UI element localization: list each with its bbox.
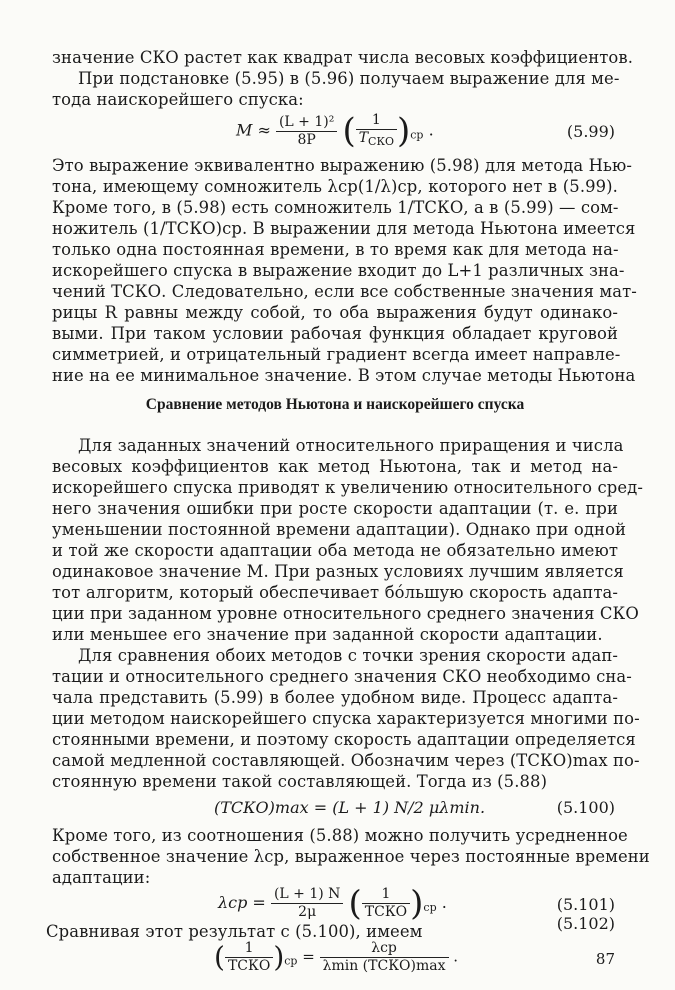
text-line: Для сравнения обоих методов с точки зрения скорости адап-	[78, 646, 618, 665]
text-line: или меньшее его значение при заданной скорости адаптации.	[52, 625, 603, 644]
equation-5-100: (TСКО)max = (L + 1) N/2 μλmin.	[214, 798, 486, 817]
text-line: ножитель (1/TСКО)ср. В выражении для метода Ньютона имеется	[52, 219, 636, 238]
text-line: ции при заданном уровне относительного среднего значения СКО	[52, 604, 639, 623]
equation-5-102	[214, 940, 458, 975]
page-number: 87	[595, 950, 615, 968]
text-line: стоянными времени, и поэтому скорость адаптации определяется	[52, 730, 636, 749]
text-line: чала представить (5.99) в более удобном виде. Процесс адапта-	[52, 688, 618, 707]
eq-inner-denominator: TСКО	[364, 904, 408, 920]
eq-denominator: λmin (TСКО)max	[322, 958, 446, 974]
eq-equals: =	[302, 947, 315, 966]
text-line: рицы R равны между собой, то оба выражения будут одинако-	[52, 303, 618, 322]
eq-inner-fraction	[362, 886, 410, 921]
equation-5-101	[218, 883, 447, 924]
text-line: симметрией, и отрицательный градиент всегда имеет направле-	[52, 345, 621, 364]
eq-lhs: M ≈	[236, 120, 271, 140]
equation-number: (5.101)	[556, 895, 615, 914]
text-line: и той же скорости адаптации оба метода не обязательно имеют	[52, 541, 618, 560]
eq-paren-close: )	[397, 111, 411, 151]
eq-fraction	[320, 940, 449, 975]
equation-number: (5.102)	[556, 914, 615, 933]
equation-number: (5.99)	[566, 122, 615, 141]
eq-fraction	[271, 886, 343, 921]
text-line: тода наискорейшего спуска:	[52, 90, 304, 109]
text-line: Кроме того, в (5.98) есть сомножитель 1/TСКО, а в (5.99) — сом-	[52, 198, 619, 217]
text-line: искорейшего спуска в выражение входит до L+1 различных зна-	[52, 261, 625, 280]
eq-numerator: (L + 1) N	[271, 886, 343, 904]
text-line: Для заданных значений относительного приращения и числа	[78, 436, 624, 455]
text-line: Это выражение эквивалентно выражению (5.98) для метода Нью-	[52, 156, 633, 175]
text-line: тот алгоритм, который обеспечивает бóльшую скорость адапта-	[52, 583, 618, 602]
text-line: чений TСКО. Следовательно, если все собственные значения мат-	[52, 282, 637, 301]
text-line: собственное значение λср, выраженное через постоянные времени	[52, 847, 650, 866]
eq-paren-open: (	[348, 883, 362, 924]
eq-denominator: 2μ	[298, 904, 317, 920]
equation-5-99	[236, 112, 434, 150]
text-line: значение СКО растет как квадрат числа весовых коэффициентов.	[52, 48, 634, 67]
eq-numerator: λср	[320, 940, 449, 958]
text-line: только одна постоянная времени, в то время как для метода на-	[52, 240, 619, 259]
text-line: адаптации:	[52, 868, 151, 887]
eq-paren-close: )	[273, 940, 285, 974]
eq-period: .	[428, 120, 434, 140]
eq-period: .	[441, 893, 447, 912]
section-heading: Сравнение методов Ньютона и наискорейшего спуска	[145, 396, 525, 413]
eq-fraction	[276, 114, 337, 149]
eq-numerator: (L + 1)²	[276, 114, 337, 132]
eq-subscript: ср	[284, 954, 298, 968]
text-line: ции методом наискорейшего спуска характеризуется многими по-	[52, 709, 640, 728]
eq-inner-numerator: 1	[356, 112, 397, 130]
eq-inner-fraction	[225, 940, 273, 975]
text-line: искорейшего спуска приводят к увеличению относительного сред-	[52, 478, 643, 497]
text-line: выми. При таком условии рабочая функция обладает круговой	[52, 324, 618, 343]
text-line: стоянную времени такой составляющей. Тогда из (5.88)	[52, 772, 548, 791]
eq-inner-denominator: $T_{СКО}$	[358, 130, 394, 148]
text-line: Сравнивая этот результат с (5.100), имеем	[46, 922, 423, 941]
text-line: уменьшении постоянной времени адаптации). Однако при одной	[52, 520, 627, 539]
eq-inner-denominator: TСКО	[227, 958, 271, 974]
eq-paren-close: )	[410, 883, 424, 924]
eq-lhs: λср =	[218, 893, 266, 912]
eq-denominator: 8P	[297, 131, 316, 148]
text-line: тона, имеющему сомножитель λср(1/λ)ср, которого нет в (5.99).	[52, 177, 618, 196]
eq-paren-open: (	[214, 940, 225, 974]
eq-inner-numerator: 1	[362, 886, 410, 904]
text-line: Кроме того, из соотношения (5.88) можно получить усредненное	[52, 826, 628, 845]
text-line: одинаковое значение M. При разных условиях лучшим является	[52, 562, 624, 581]
equation-number: (5.100)	[556, 798, 615, 817]
text-line: самой медленной составляющей. Обозначим через (TСКО)max по-	[52, 751, 640, 770]
text-line: При подстановке (5.95) в (5.96) получаем выражение для ме-	[78, 69, 620, 88]
text-line: него значения ошибки при росте скорости адаптации (т. е. при	[52, 499, 618, 518]
eq-period: .	[453, 947, 459, 966]
eq-inner-numerator: 1	[225, 940, 273, 958]
text-line: ние на ее минимальное значение. В этом случае методы Ньютона	[52, 366, 636, 385]
text-line: тации и относительного среднего значения СКО необходимо сна-	[52, 667, 632, 686]
eq-subscript: ср	[410, 128, 424, 142]
eq-inner-fraction	[356, 112, 397, 150]
text-line: весовых коэффициентов как метод Ньютона, так и метод на-	[52, 457, 618, 476]
eq-subscript: ср	[423, 901, 437, 914]
eq-paren-open: (	[342, 111, 356, 151]
